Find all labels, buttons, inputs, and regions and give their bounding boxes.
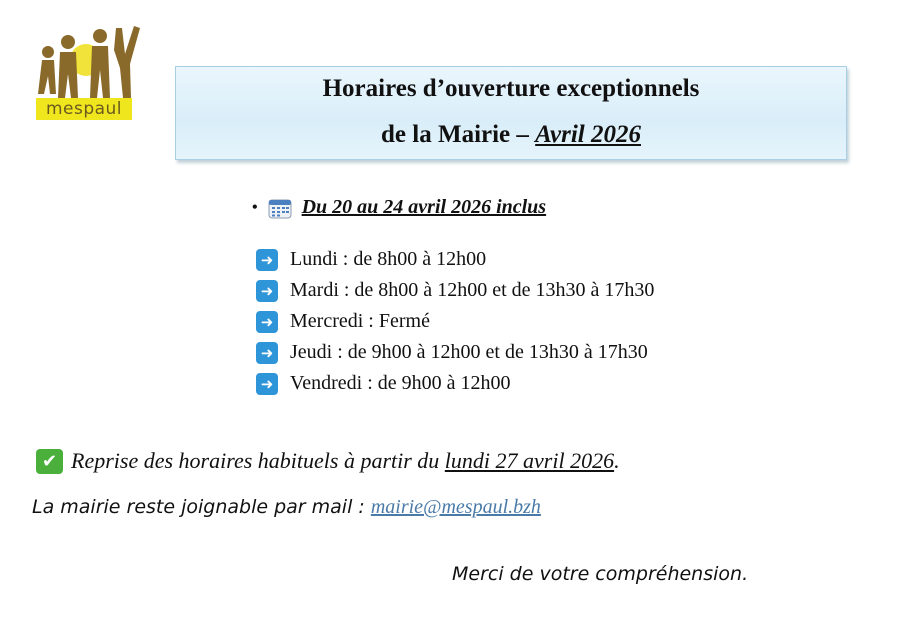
schedule-item-jeudi — [256, 337, 654, 368]
resume-prefix: Reprise des horaires habituels à partir du — [71, 448, 445, 473]
schedule-item-text: Mardi : de 8h00 à 12h00 et de 13h30 à 17h30 — [290, 279, 655, 301]
contact-prefix: La mairie reste joignable par mail : — [32, 496, 371, 518]
resume-notice — [36, 448, 620, 474]
title-line-2 — [176, 121, 846, 149]
schedule-list — [256, 244, 654, 399]
period-heading — [252, 196, 546, 219]
calendar-icon — [268, 197, 292, 219]
title-month: Avril 2026 — [535, 121, 641, 148]
title-line-1: Horaires d’ouverture exceptionnels — [322, 75, 700, 102]
arrow-right-icon: ➜ — [256, 249, 278, 271]
schedule-item-text: Mercredi : Fermé — [290, 310, 430, 332]
schedule-item-text: Jeudi : de 9h00 à 12h00 et de 13h30 à 17h30 — [290, 341, 648, 363]
contact-line — [32, 496, 541, 519]
schedule-item-vendredi — [256, 368, 654, 399]
resume-date: lundi 27 avril 2026 — [444, 448, 615, 473]
logo-text: mespaul — [36, 98, 132, 120]
schedule-item-text: Vendredi : de 9h00 à 12h00 — [290, 372, 511, 394]
title-line-2-prefix: de la Mairie – — [381, 121, 536, 148]
thanks-text: Merci de votre compréhension. — [452, 563, 749, 585]
arrow-right-icon: ➜ — [256, 342, 278, 364]
schedule-item-text: Lundi : de 8h00 à 12h00 — [290, 248, 487, 270]
check-mark-icon: ✔ — [36, 449, 63, 474]
bullet: • — [252, 198, 258, 216]
period-text: Du 20 au 24 avril 2026 inclus — [301, 196, 547, 218]
arrow-right-icon: ➜ — [256, 280, 278, 302]
resume-text — [71, 448, 620, 474]
schedule-item-mercredi — [256, 306, 654, 337]
schedule-item-lundi — [256, 244, 654, 275]
arrow-right-icon: ➜ — [256, 311, 278, 333]
schedule-item-mardi — [256, 275, 654, 306]
email-link[interactable]: mairie@mespaul.bzh — [370, 496, 541, 518]
title-banner — [175, 66, 847, 160]
resume-suffix: . — [614, 448, 620, 473]
arrow-right-icon: ➜ — [256, 373, 278, 395]
